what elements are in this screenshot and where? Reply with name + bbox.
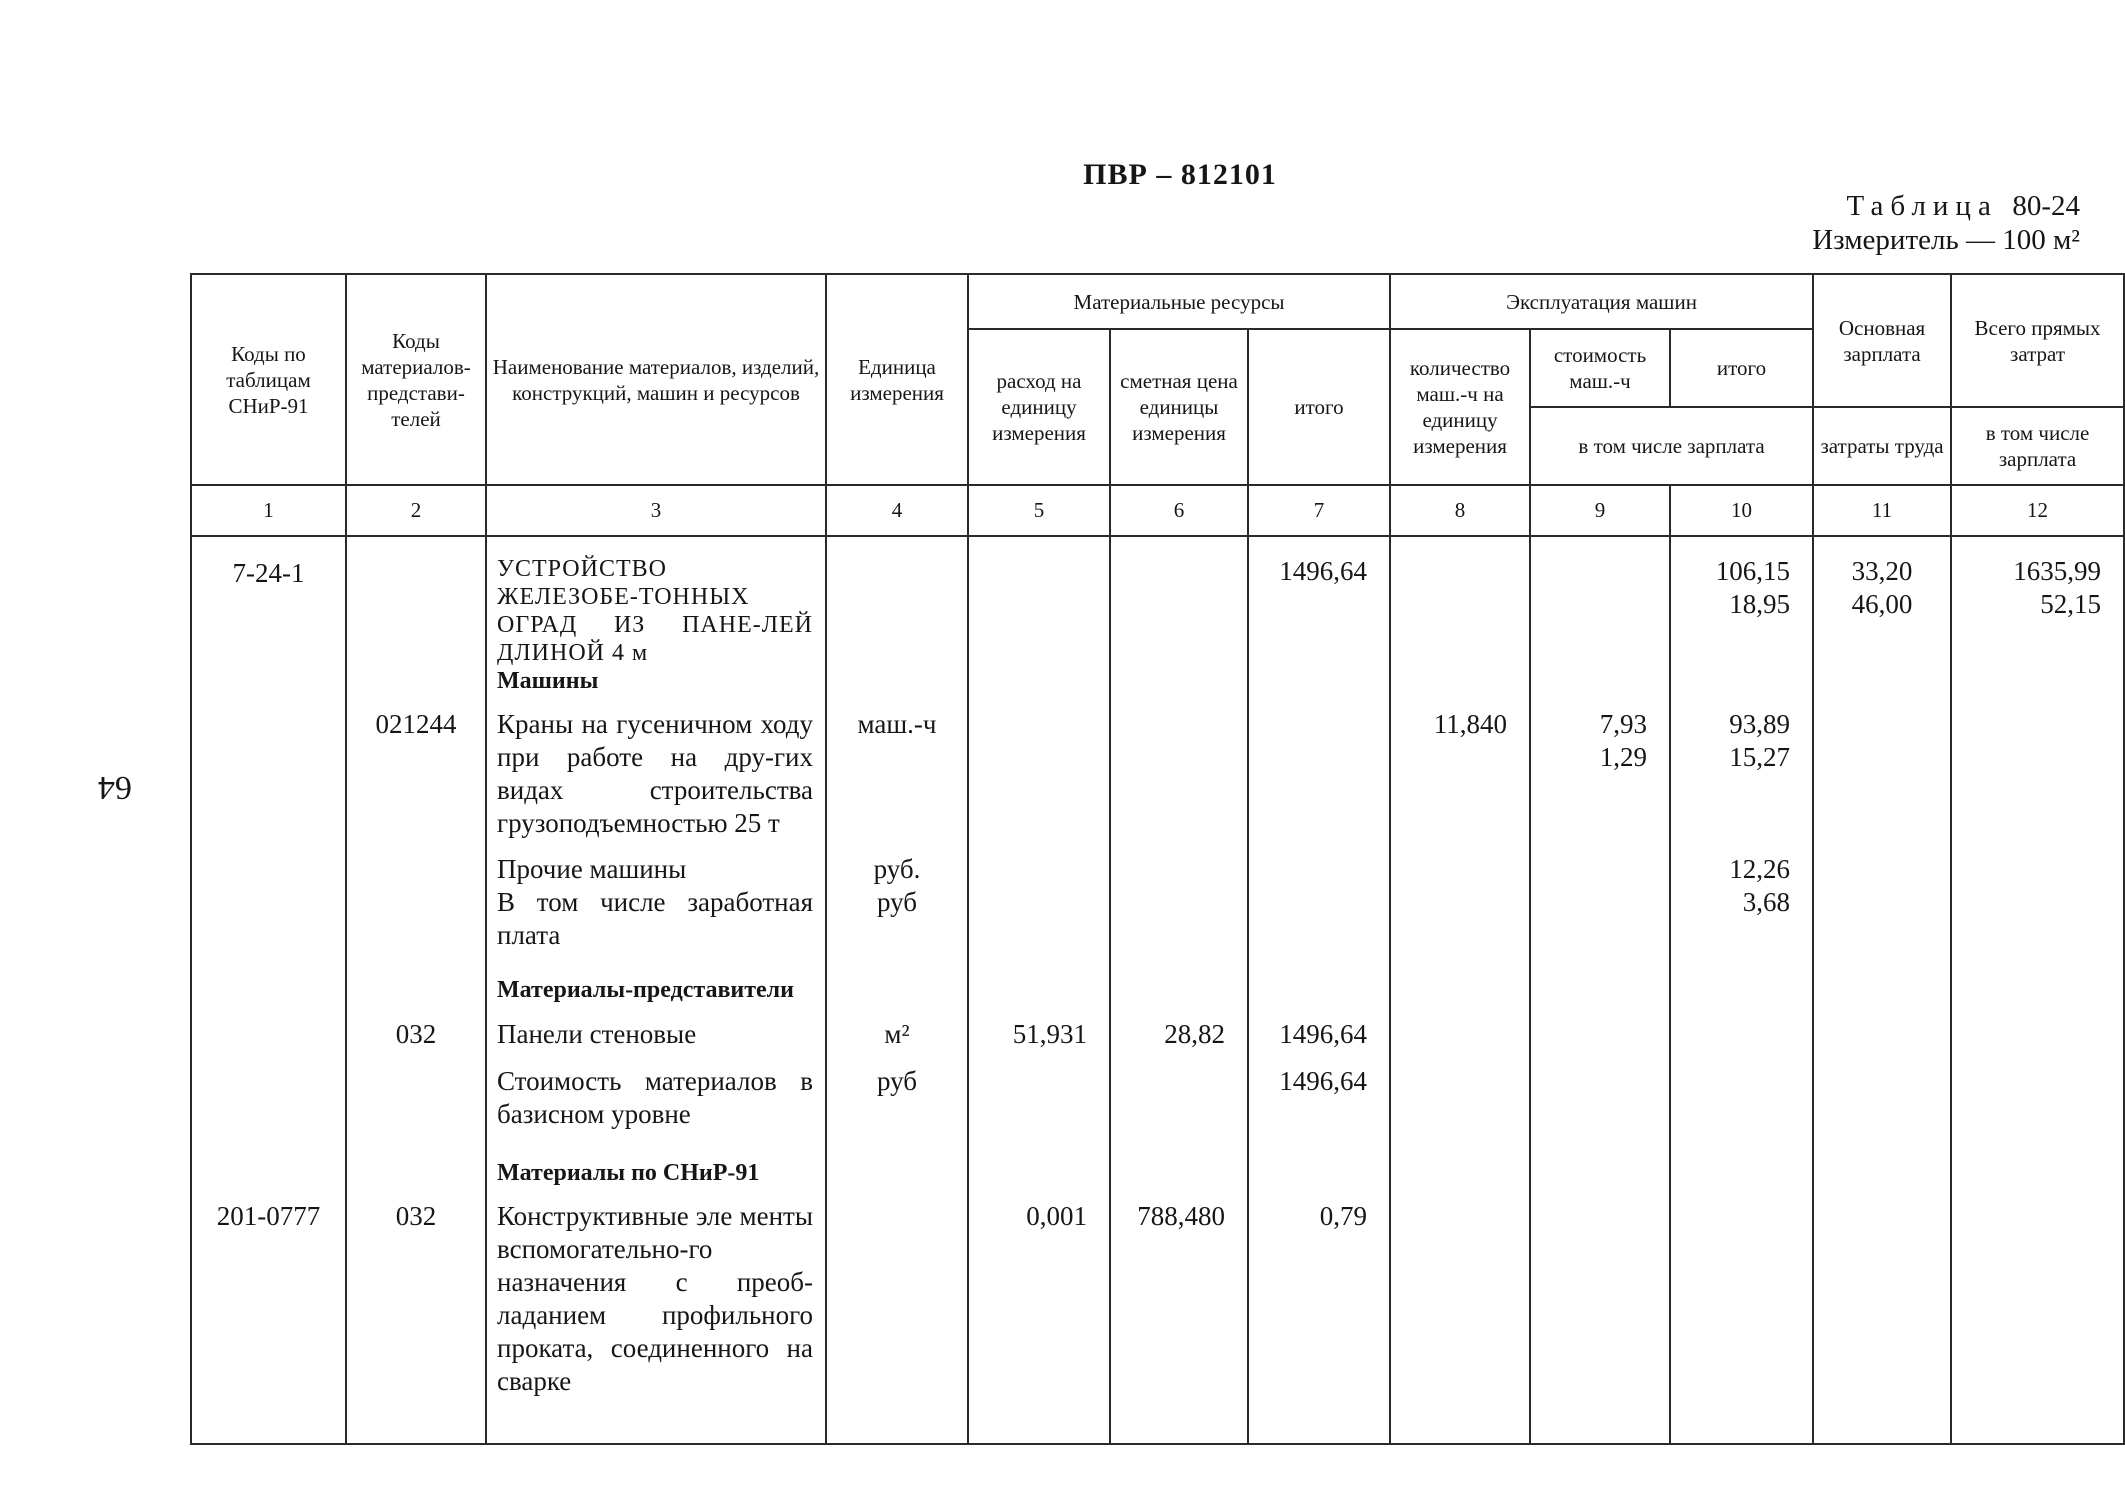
panels-name: Панели стеновые — [497, 1019, 697, 1049]
table-label — [1780, 190, 2080, 223]
main-salary: 33,20 — [1851, 556, 1913, 586]
crane-qty: 11,840 — [1433, 709, 1508, 739]
crane-mat-code: 021244 — [375, 709, 457, 739]
col-header-7: итого — [1248, 329, 1390, 485]
col-number: 8 — [1390, 485, 1530, 536]
crane-unit: маш.-ч — [857, 709, 937, 739]
crane-name: Краны на гусеничном ходу при работе на дру-гих видах строительства грузоподъемностью 25 т — [497, 709, 813, 838]
other-wage-total: 3,68 — [1742, 887, 1791, 917]
main-direct-total: 1635,99 — [2013, 556, 2102, 586]
mat-cost-name: Стоимость материалов в базисном уровне — [497, 1066, 813, 1129]
section-materials-rep: Материалы-представители — [497, 977, 794, 1003]
meter-label: Измеритель — 100 м² — [1812, 224, 2080, 256]
document-title: ПВР – 812101 — [1083, 158, 1277, 191]
group-header-materials: Материальные ресурсы — [968, 274, 1390, 329]
panels-rate: 51,931 — [1012, 1019, 1087, 1049]
col-header-6: сметная цена единицы измерения — [1110, 329, 1248, 485]
panels-mat-code: 032 — [395, 1019, 437, 1049]
constr-price: 788,480 — [1137, 1201, 1225, 1231]
main-direct-wage: 52,15 — [2040, 589, 2102, 619]
col-header-4: Единица измерения — [826, 274, 968, 485]
page-number: 64 — [98, 769, 132, 806]
col-number: 3 — [486, 485, 826, 536]
table-body-row — [191, 536, 2124, 1444]
table-word: Таблица — [1846, 190, 1998, 222]
col-header-1: Коды по таблицам СНиР-91 — [191, 274, 346, 485]
mat-cost-total: 1496,64 — [1279, 1066, 1368, 1096]
other-wage-name: В том числе заработная плата — [497, 887, 813, 950]
col-number: 5 — [968, 485, 1110, 536]
section-materials-snir: Материалы по СНиР-91 — [497, 1160, 760, 1186]
section-machines: Машины — [497, 668, 599, 694]
col-number: 6 — [1110, 485, 1248, 536]
col-header-5: расход на единицу измерения — [968, 329, 1110, 485]
col-header-11: Основная зарплата — [1813, 274, 1951, 407]
main-labor: 46,00 — [1851, 589, 1913, 619]
cost-table — [190, 273, 2102, 1445]
col-header-9: стоимость маш.-ч — [1530, 329, 1670, 407]
col-number: 4 — [826, 485, 968, 536]
col-header-2: Коды материалов-представи-телей — [346, 274, 486, 485]
col-header-8: количество маш.-ч на единицу измерения — [1390, 329, 1530, 485]
crane-cost-wage: 1,29 — [1599, 742, 1648, 772]
other-machines-unit: руб. — [873, 854, 921, 884]
col-number: 10 — [1670, 485, 1813, 536]
col-header-9-10-sub: в том числе зарплата — [1530, 407, 1813, 485]
col-header-11-sub: затраты труда — [1813, 407, 1951, 485]
main-name: УСТРОЙСТВО ЖЕЛЕЗОБЕ-ТОННЫХ ОГРАД ИЗ ПАНЕ-ЛЕЙ ДЛИНОЙ 4 м — [497, 556, 813, 666]
panels-total: 1496,64 — [1279, 1019, 1368, 1049]
constr-rate: 0,001 — [1026, 1201, 1087, 1231]
main-mach-total: 106,15 — [1715, 556, 1791, 586]
col-header-12-sub: в том числе зарплата — [1951, 407, 2124, 485]
table-number: 80-24 — [2012, 190, 2080, 222]
main-mat-total: 1496,64 — [1279, 556, 1368, 586]
col-number: 1 — [191, 485, 346, 536]
col-number: 11 — [1813, 485, 1951, 536]
constr-mat-code: 032 — [395, 1201, 437, 1231]
constr-code: 201-0777 — [216, 1201, 321, 1231]
constr-total: 0,79 — [1319, 1201, 1368, 1231]
col-number: 12 — [1951, 485, 2124, 536]
col-header-3: Наименование материалов, изделий, конструкций, машин и ресурсов — [486, 274, 826, 485]
col-number: 2 — [346, 485, 486, 536]
other-machines-total: 12,26 — [1729, 854, 1791, 884]
mat-cost-unit: руб — [876, 1066, 918, 1096]
crane-total-wage: 15,27 — [1729, 742, 1791, 772]
col-number: 9 — [1530, 485, 1670, 536]
main-code: 7-24-1 — [232, 558, 305, 588]
panels-unit: м² — [884, 1019, 910, 1049]
other-wage-unit: руб — [876, 887, 918, 917]
crane-cost: 7,93 — [1599, 709, 1648, 739]
crane-total: 93,89 — [1729, 709, 1791, 739]
col-header-10: итого — [1670, 329, 1813, 407]
constr-name: Конструктивные эле менты вспомогательно-го назначения с преоб-ладанием профильного проката, соединенного на сварке — [497, 1201, 813, 1396]
group-header-machines: Эксплуатация машин — [1390, 274, 1813, 329]
other-machines-name: Прочие машины — [497, 854, 687, 884]
col-header-12: Всего прямых затрат — [1951, 274, 2124, 407]
col-number: 7 — [1248, 485, 1390, 536]
panels-price: 28,82 — [1164, 1019, 1225, 1049]
main-mach-wage: 18,95 — [1729, 589, 1791, 619]
